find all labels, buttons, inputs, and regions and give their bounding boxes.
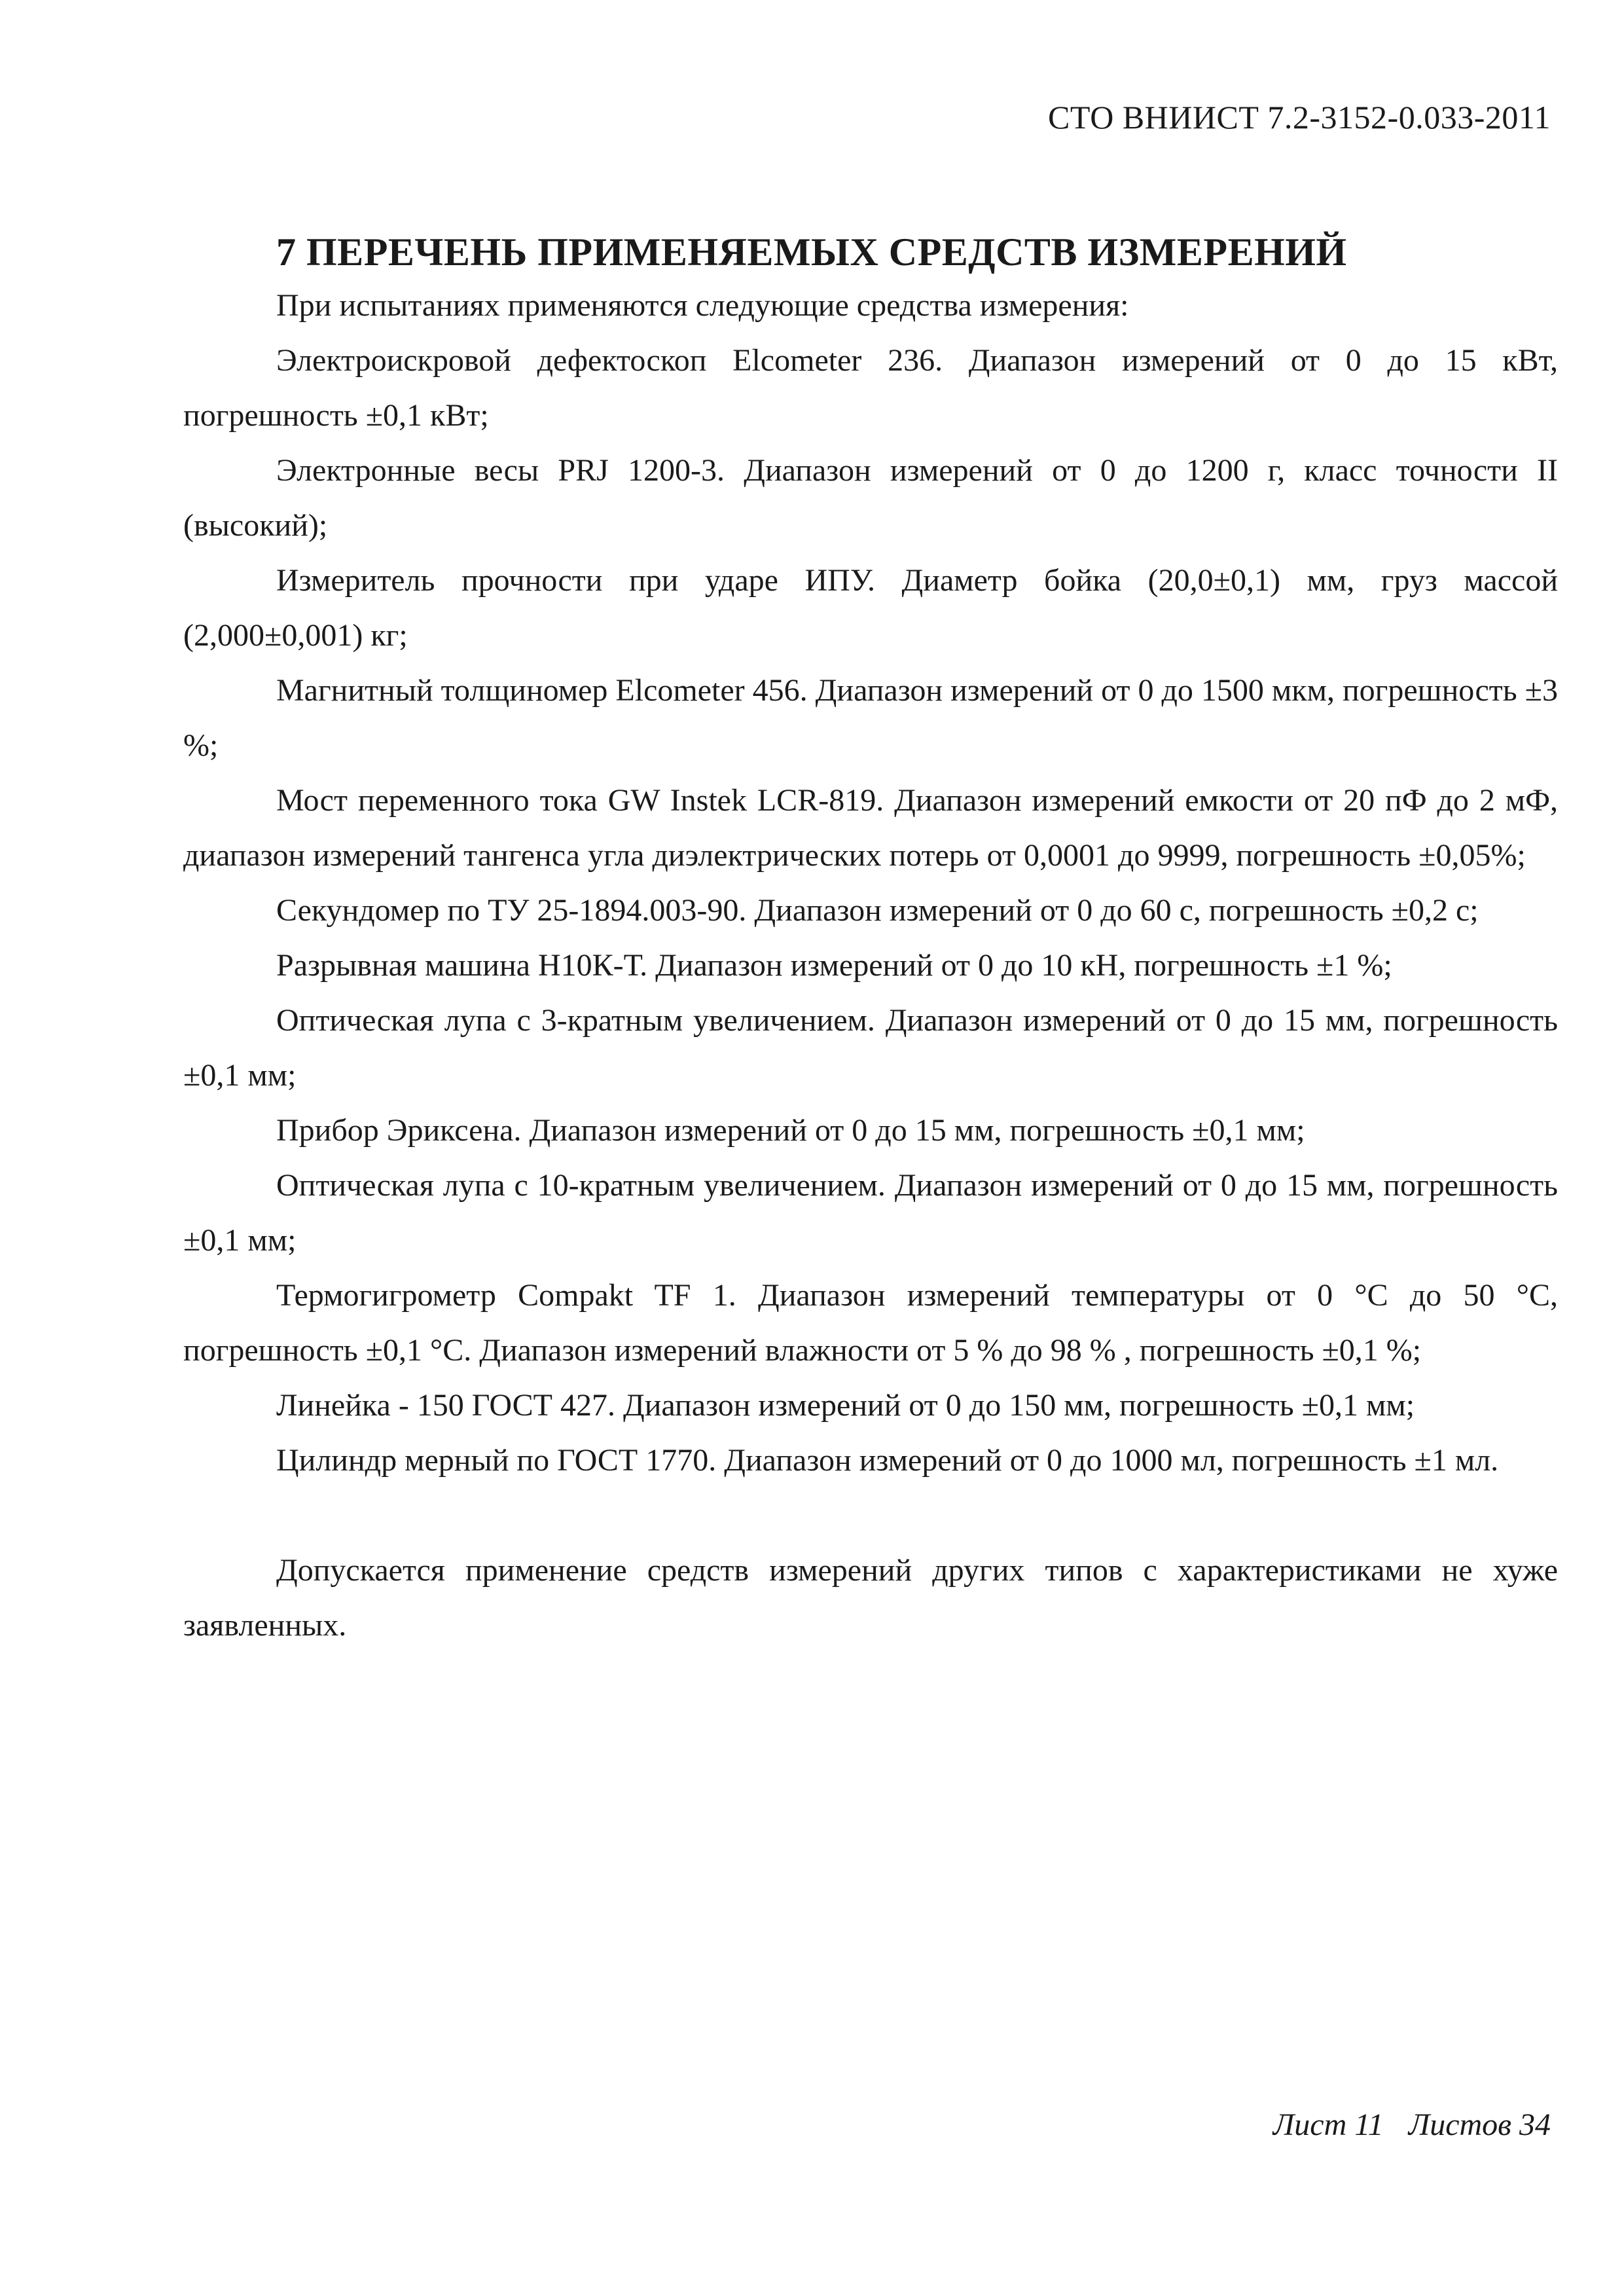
paragraph-item: Термогигрометр Compakt TF 1. Диапазон измерений температуры от 0 °С до 50 °С, погрешность ±0,1 °С. Диапазон измерений влажности от 5 % до 98 % , погрешность ±0,1 %; [183,1278,1558,1368]
paragraph-item: Цилиндр мерный по ГОСТ 1770. Диапазон измерений от 0 до 1000 мл, погрешность ±1 мл. [276,1443,1499,1478]
paragraph-item: Линейка - 150 ГОСТ 427. Диапазон измерений от 0 до 150 мм, погрешность ±0,1 мм; [276,1388,1415,1423]
sheet-number: Лист 11 [1272,2107,1384,2142]
paragraph-item: Электроискровой дефектоскоп Elcometer 236. Диапазон измерений от 0 до 15 кВт, погрешность ±0,1 кВт; [183,343,1558,433]
closing-note: Допускается применение средств измерений других типов с характеристиками не хуже заявленных. [183,1553,1558,1643]
section-title: 7 ПЕРЕЧЕНЬ ПРИМЕНЯЕМЫХ СРЕДСТВ ИЗМЕРЕНИЙ [276,230,1347,274]
paragraph-item: Оптическая лупа с 10-кратным увеличением. Диапазон измерений от 0 до 15 мм, погрешность ±0,1 мм; [183,1168,1558,1258]
page-footer [1273,2107,1551,2143]
paragraph-item: Секундомер по ТУ 25-1894.003-90. Диапазон измерений от 0 до 60 с, погрешность ±0,2 с; [276,893,1479,928]
page-content [183,226,1558,1653]
paragraph-item: Измеритель прочности при ударе ИПУ. Диаметр бойка (20,0±0,1) мм, груз массой (2,000±0,001) кг; [183,563,1558,653]
paragraph-item: Электронные весы PRJ 1200-3. Диапазон измерений от 0 до 1200 г, класс точности II (высокий); [183,453,1558,543]
document-code: СТО ВНИИСТ 7.2-3152-0.033-2011 [1047,99,1551,136]
paragraph-item: Оптическая лупа с 3-кратным увеличением. Диапазон измерений от 0 до 15 мм, погрешность ±0,1 мм; [183,1003,1558,1093]
sheets-total: Листов 34 [1408,2107,1551,2142]
paragraph-spacer [183,1488,1558,1543]
paragraph-item: Прибор Эриксена. Диапазон измерений от 0 до 15 мм, погрешность ±0,1 мм; [276,1113,1305,1148]
paragraph-intro: При испытаниях применяются следующие средства измерения: [276,288,1129,323]
paragraph-item: Магнитный толщиномер Elcometer 456. Диапазон измерений от 0 до 1500 мкм, погрешность ±3 %; [183,673,1558,763]
paragraph-item: Мост переменного тока GW Instek LCR-819. Диапазон измерений емкости от 20 пФ до 2 мФ, диапазон измерений тангенса угла диэлектрических потерь от 0,0001 до 9999, погрешность ±0,05%; [183,783,1558,873]
paragraph-item: Разрывная машина Н10К-Т. Диапазон измерений от 0 до 10 кН, погрешность ±1 %; [276,948,1392,983]
